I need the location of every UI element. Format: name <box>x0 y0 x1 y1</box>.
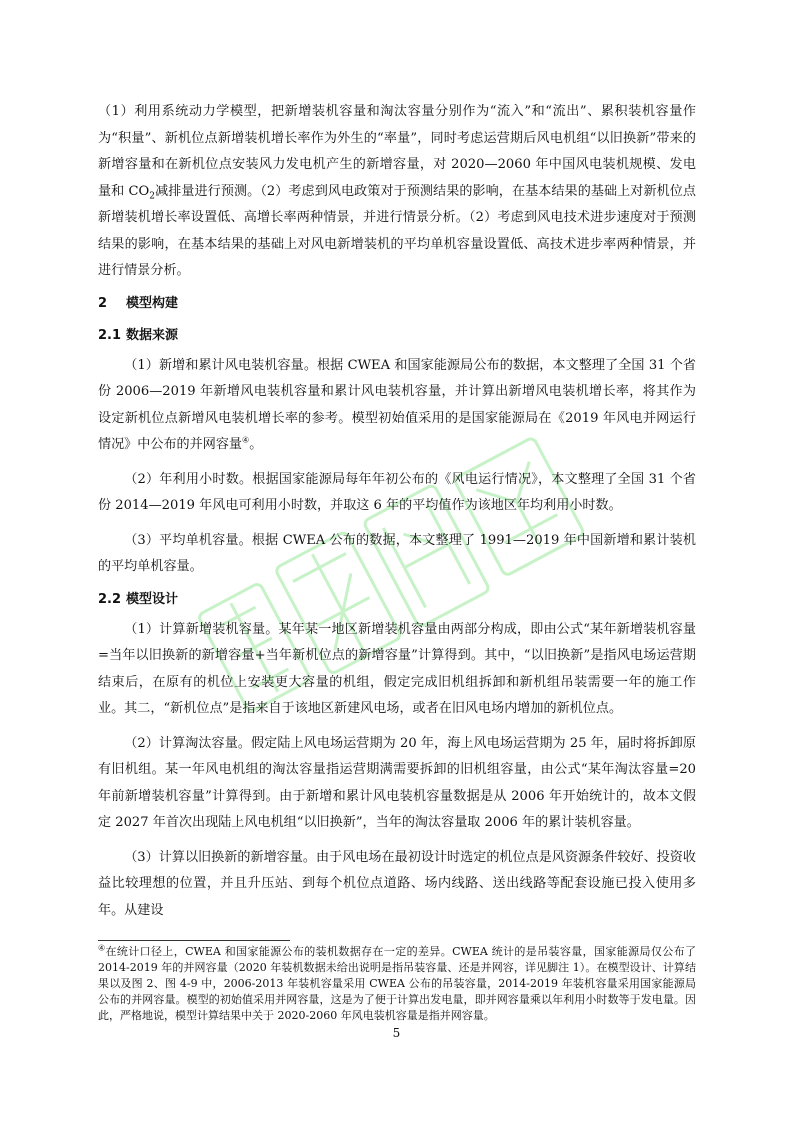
section-2-1-title: 数据来源 <box>126 327 179 343</box>
intro-text-b: 减排量进行预测。（2）考虑到风电政策对于预测结果的影响，在基本结果的基础上对新机位点新增装机增长率设置低、高增长率两种情景，并进行情景分析。（2）考虑到风电技术进步速度对于预测结果的影响，在基本结果的基础上对风电新增装机的平均单机容量设置低、高技术进步率两种情景，并进行情景分析。 <box>98 183 697 278</box>
section-2-title: 模型构建 <box>126 295 179 311</box>
footnote <box>98 944 696 1024</box>
footnote-ref[interactable]: ④ <box>242 435 250 445</box>
section-2-2-heading <box>98 587 696 613</box>
intro-text-a: （1）利用系统动力学模型，把新增装机容量和淘汰容量分别作为“流入”和“流出”、累积装机容量作为“积量”、新机位点新增装机增长率作为外生的“率量”，同时考虑运营期后风电机组“以旧换新”带来的新增容量和在新机位点安装风力发电机产生的新增容量，对 2020—2060 年中国风电装机规模、发电量和 CO <box>98 104 696 199</box>
model-design-paragraph-3: （3）计算以旧换新的新增容量。由于风电场在最初设计时选定的机位点是风资源条件较好、投资收益比较理想的位置，并且升压站、到每个机位点道路、场内线路、送出线路等配套设施已投入使用多年。从建设 <box>98 849 696 918</box>
section-2-number: 2 <box>98 295 108 311</box>
model-design-paragraph-1: （1）计算新增装机容量。某年某一地区新增装机容量由两部分构成，即由公式“某年新增装机容量=当年以旧换新的新增容量+当年新机位点的新增容量”计算得到。其中，“以旧换新”是指风电场运营期结束后，在原有的机位上安装更大容量的机组，假定完成旧机组拆卸和新机组吊装需要一年的施工作业。其二，“新机位点”是指来自于该地区新建风电场，或者在旧风电场内增加的新机位点。 <box>98 621 696 716</box>
section-2-2-number: 2.2 <box>98 591 122 607</box>
main-text <box>98 99 696 924</box>
section-2-2-title: 模型设计 <box>126 591 179 607</box>
section-2-1-number: 2.1 <box>98 327 122 343</box>
footnote-text: 在统计口径上，CWEA 和国家能源公布的装机数据存在一定的差异。CWEA 统计的是吊装容量，国家能源局仅公布了 2014-2019 年的并网容量（2020 年装机数据未给出说明是指吊装容量、还是并网容，详见脚注 1）。在模型设计、计算结果以及图 2、图 4-9 中，2006-2013 年装机容量采用 CWEA 公布的吊装容量，2014-2019 年装机容量采用国家能源局公布的并网容量。模型的初始值采用并网容量，这是为了便于计算出发电量，即并网容量乘以年利用小时数等于发电量。因此，严格地说，模型计算结果中关于 2020-2060 年风电装机容量是指并网容量。 <box>98 945 696 1022</box>
data-source-text-1b: 。 <box>249 437 263 452</box>
footnote-mark: ④ <box>98 943 106 953</box>
model-design-paragraph-2: （2）计算淘汰容量。假定陆上风电场运营期为 20 年，海上风电场运营期为 25 年，届时将拆卸原有旧机组。某一年风电机组的淘汰容量指运营期满需要拆卸的旧机组容量，由公式“某年淘汰容量=20 年前新增装机容量”计算得到。由于新增和累计风电装机容量数据是从 2006 年开始统计的，故本文假定 2027 年首次出现陆上风电机组“以旧换新”，当年的淘汰容量取 2006 年的累计装机容量。 <box>98 735 696 830</box>
footnote-divider <box>98 940 290 941</box>
data-source-text-1a: （1）新增和累计风电装机容量。根据 CWEA 和国家能源局公布的数据，本文整理了全国 31 个省份 2006—2019 年新增风电装机容量和累计风电装机容量，并计算出新增风电装机增长率，将其作为设定新机位点新增风电装机增长率的参考。模型初始值采用的是国家能源局在《2019 年风电并网运行情况》中公布的并网容量 <box>98 357 696 452</box>
intro-paragraph <box>98 99 696 285</box>
section-2-1-heading <box>98 323 696 349</box>
section-2-heading <box>98 291 696 317</box>
data-source-paragraph-3: （3）平均单机容量。根据 CWEA 公布的数据，本文整理了 1991—2019 年中国新增和累计装机的平均单机容量。 <box>98 532 696 574</box>
co2-subscript: 2 <box>149 191 156 202</box>
data-source-paragraph-1 <box>98 353 696 459</box>
page-number: 5 <box>392 1026 401 1040</box>
data-source-paragraph-2: （2）年利用小时数。根据国家能源局每年年初公布的《风电运行情况》，本文整理了全国 31 个省份 2014—2019 年风电可利用小时数，并取这 6 年的平均值作为该地区年均利用小时数。 <box>98 471 696 513</box>
